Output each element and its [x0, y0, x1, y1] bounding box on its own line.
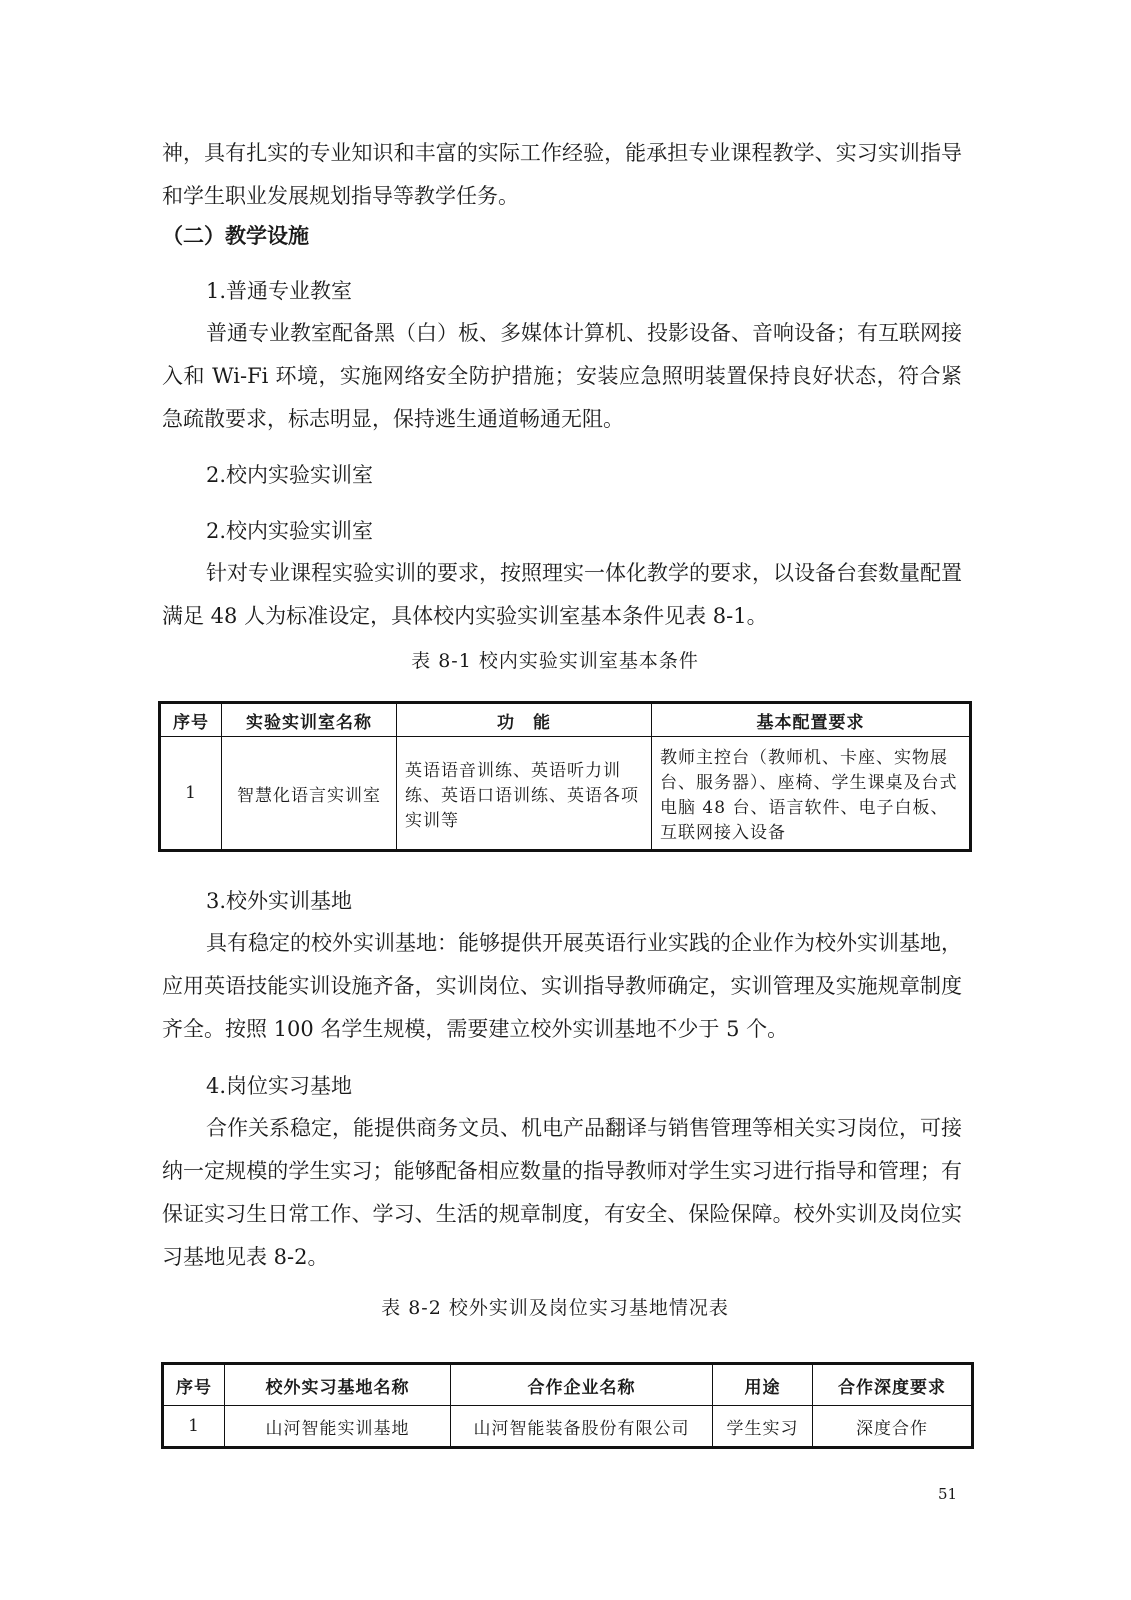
subheading-lab-2: 2.校内实验实训室 — [206, 519, 374, 543]
header-cell: 序号 — [163, 1364, 225, 1406]
header-cell: 实验实训室名称 — [222, 703, 397, 737]
table-cell: 学生实习 — [713, 1406, 813, 1448]
table-cell: 1 — [160, 737, 222, 851]
header-cell: 校外实习基地名称 — [225, 1364, 451, 1406]
classroom-paragraph: 普通专业教室配备黑（白）板、多媒体计算机、投影设备、音响设备；有互联网接入和 Wi-Fi 环境，实施网络安全防护措施；安装应急照明装置保持良好状态，符合紧急疏散要求，标志明显，保持逃生通道畅通无阻。 — [162, 321, 962, 431]
table-row — [163, 1406, 973, 1448]
table-cell: 教师主控台（教师机、卡座、实物展台、服务器）、座椅、学生课桌及台式电脑 48 台、语言软件、电子白板、互联网接入设备 — [652, 737, 971, 851]
subheading-internship: 4.岗位实习基地 — [206, 1074, 353, 1098]
header-cell: 合作企业名称 — [451, 1364, 713, 1406]
table-cell: 英语语音训练、英语听力训练、英语口语训练、英语各项实训等 — [397, 737, 652, 851]
internship-paragraph: 合作关系稳定，能提供商务文员、机电产品翻译与销售管理等相关实习岗位，可接纳一定规模的学生实习；能够配备相应数量的指导教师对学生实习进行指导和管理；有保证实习生日常工作、学习、生活的规章制度，有安全、保险保障。校外实训及岗位实习基地见表 8-2。 — [162, 1116, 962, 1269]
header-cell: 功 能 — [397, 703, 652, 737]
table2-caption: 表 8-2 校外实训及岗位实习基地情况表 — [381, 1297, 729, 1319]
page-number: 51 — [938, 1485, 958, 1503]
table-cell: 山河智能实训基地 — [225, 1406, 451, 1448]
header-cell: 合作深度要求 — [813, 1364, 973, 1406]
header-cell: 用途 — [713, 1364, 813, 1406]
intro-paragraph: 神，具有扎实的专业知识和丰富的实际工作经验，能承担专业课程教学、实习实训指导和学生职业发展规划指导等教学任务。 — [162, 141, 962, 208]
table-cell: 1 — [163, 1406, 225, 1448]
lab-conditions-table — [158, 701, 972, 852]
table-cell: 山河智能装备股份有限公司 — [451, 1406, 713, 1448]
header-cell: 基本配置要求 — [652, 703, 971, 737]
header-cell: 序号 — [160, 703, 222, 737]
lab-paragraph: 针对专业课程实验实训的要求，按照理实一体化教学的要求，以设备台套数量配置满足 48 人为标准设定，具体校内实验实训室基本条件见表 8-1。 — [162, 561, 962, 628]
offcampus-paragraph: 具有稳定的校外实训基地：能够提供开展英语行业实践的企业作为校外实训基地，应用英语技能实训设施齐备，实训岗位、实训指导教师确定，实训管理及实施规章制度齐全。按照 100 名学生规模，需要建立校外实训基地不少于 5 个。 — [162, 931, 962, 1041]
section-heading-facilities: （二）教学设施 — [162, 223, 309, 248]
table-cell: 深度合作 — [813, 1406, 973, 1448]
subheading-classroom: 1.普通专业教室 — [206, 279, 353, 303]
internship-base-table — [161, 1362, 974, 1449]
subheading-lab-1: 2.校内实验实训室 — [206, 463, 374, 487]
table-cell: 智慧化语言实训室 — [222, 737, 397, 851]
subheading-offcampus: 3.校外实训基地 — [206, 889, 353, 913]
table-header-row — [163, 1364, 973, 1406]
table-row — [160, 737, 971, 851]
table-header-row — [160, 703, 971, 737]
table1-caption: 表 8-1 校内实验实训室基本条件 — [411, 650, 699, 672]
